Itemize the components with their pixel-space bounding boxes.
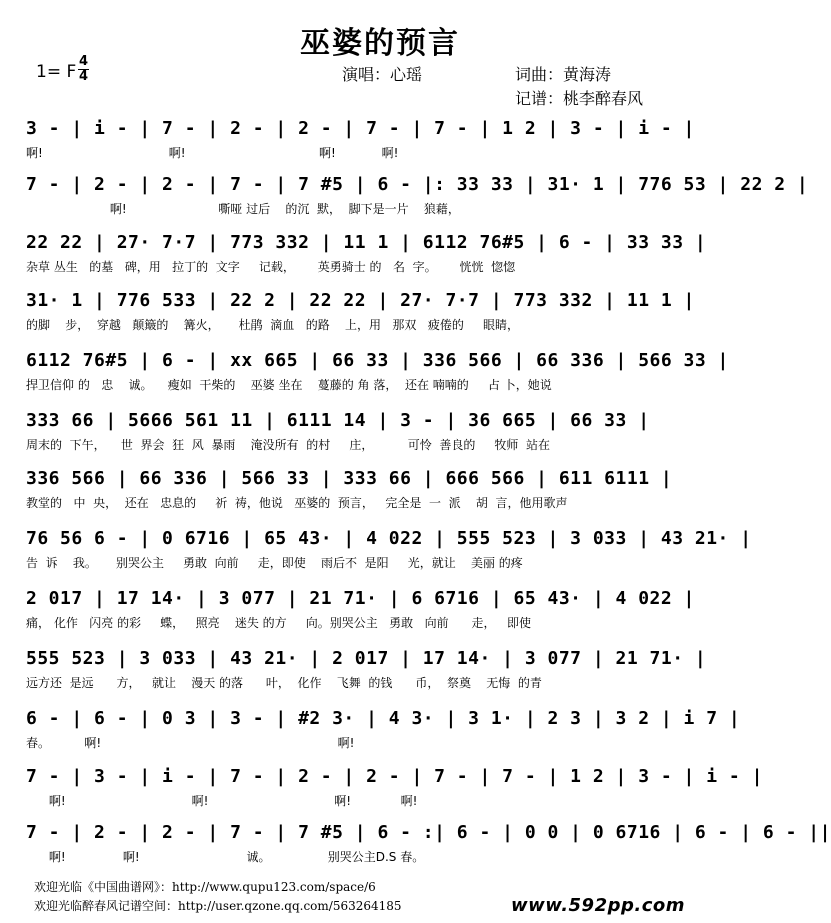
score-row bbox=[26, 118, 695, 166]
lyric-line: 远方还 是远 方， 就让 漫天 的落 叶， 化作 飞舞 的钱 币， 祭奠 无悔 的青 bbox=[26, 676, 542, 690]
notation-line: 555 523 | 3 033 | 43 21· | 2 017 | 17 14· | 3 077 | 21 71· | bbox=[26, 648, 707, 669]
site-watermark: www.592pp.com bbox=[510, 895, 685, 916]
score-row bbox=[26, 350, 729, 398]
footer-link-qzone[interactable]: 欢迎光临醉春风记谱空间：http://user.qzone.qq.com/563264185 bbox=[34, 899, 402, 913]
score-row bbox=[26, 822, 831, 870]
key-signature: 1= F bbox=[36, 62, 77, 82]
score-row bbox=[26, 648, 707, 696]
lyric-line: 啊! 嘶哑 过后 的沉 默， 脚下是一片 狼藉， bbox=[26, 202, 460, 216]
lyric-line: 痛， 化作 闪亮 的彩 蝶， 照亮 迷失 的方 向。别哭公主 勇敢 向前 走， 即使 bbox=[26, 616, 531, 630]
lyric-line: 春。 啊! 啊! bbox=[26, 736, 355, 750]
score-row bbox=[26, 290, 695, 338]
notation-line: 7 - | 3 - | i - | 7 - | 2 - | 2 - | 7 - | 7 - | 1 2 | 3 - | i - | bbox=[26, 766, 763, 787]
notation-line: 22 22 | 27· 7·7 | 773 332 | 11 1 | 6112 76#5 | 6 - | 33 33 | bbox=[26, 232, 707, 253]
lyric-line: 周末的 下午， 世 界会 狂 风 暴雨 淹没所有 的村 庄， 可怜 善良的 牧师 站在 bbox=[26, 438, 551, 452]
notation-line: 76 56 6 - | 0 6716 | 65 43· | 4 022 | 555 523 | 3 033 | 43 21· | bbox=[26, 528, 752, 549]
score-row bbox=[26, 708, 741, 756]
lyric-line: 的脚 步， 穿越 颠簸的 篝火， 杜鹃 滴血 的路 上，用 那双 疲倦的 眼睛， bbox=[26, 318, 519, 332]
notation-line: 3 - | i - | 7 - | 2 - | 2 - | 7 - | 7 - | 1 2 | 3 - | i - | bbox=[26, 118, 695, 139]
lyric-line: 教堂的 中 央， 还在 忠息的 祈 祷，他说 巫婆的 预言， 完全是 一 派 胡 言，他用歌声 bbox=[26, 496, 568, 510]
footer-link-qupu[interactable]: 欢迎光临《中国曲谱网》：http://www.qupu123.com/space/6 bbox=[34, 880, 376, 894]
singer-credit: 演唱：心瑶 bbox=[342, 65, 423, 84]
notation-line: 7 - | 2 - | 2 - | 7 - | 7 #5 | 6 - :| 6 - | 0 0 | 0 6716 | 6 - | 6 - || bbox=[26, 822, 831, 843]
meter-bottom: 4 bbox=[78, 69, 89, 84]
score-row bbox=[26, 588, 695, 636]
score-row bbox=[26, 528, 752, 576]
lyric-line: 杂草 丛生 的墓 碑，用 拉丁的 文字 记载， 英勇骑士 的 名 字。 恍恍 惚惚 bbox=[26, 260, 516, 274]
score-row bbox=[26, 232, 707, 280]
score-row bbox=[26, 410, 666, 458]
notation-line: 7 - | 2 - | 2 - | 7 - | 7 #5 | 6 - |: 33 33 | 31· 1 | 776 53 | 22 2 | bbox=[26, 174, 809, 195]
notation-line: 31· 1 | 776 533 | 22 2 | 22 22 | 27· 7·7 | 773 332 | 11 1 | bbox=[26, 290, 695, 311]
score-row bbox=[26, 174, 809, 222]
notation-line: 2 017 | 17 14· | 3 077 | 21 71· | 6 6716 | 65 43· | 4 022 | bbox=[26, 588, 695, 609]
lyric-line: 啊! 啊! 啊! 啊! bbox=[26, 794, 418, 808]
score-row bbox=[26, 468, 673, 516]
lyric-line: 捍卫信仰 的 忠 诚。 瘦如 干柴的 巫婆 坐在 蔓藤的 角 落， 还在 喃喃的 占 卜，她说 bbox=[26, 378, 552, 392]
lyric-line: 啊! 啊! 诚。 别哭公主D.S 春。 bbox=[26, 850, 425, 864]
song-title: 巫婆的预言 bbox=[300, 26, 460, 61]
score-row bbox=[26, 766, 763, 814]
transcriber-credit: 记谱：桃李醉春风 bbox=[515, 89, 644, 108]
lyric-line: 告 诉 我。 别哭公主 勇敢 向前 走，即使 雨后不 是阳 光，就让 美丽 的疼 bbox=[26, 556, 523, 570]
composer-credit: 词曲：黄海涛 bbox=[515, 65, 612, 84]
meter-top: 4 bbox=[78, 54, 89, 69]
notation-line: 6 - | 6 - | 0 3 | 3 - | #2 3· | 4 3· | 3 1· | 2 3 | 3 2 | i 7 | bbox=[26, 708, 741, 729]
notation-line: 333 66 | 5666 561 11 | 6111 14 | 3 - | 36 665 | 66 33 | bbox=[26, 410, 650, 431]
notation-line: 336 566 | 66 336 | 566 33 | 333 66 | 666 566 | 611 6111 | bbox=[26, 468, 673, 489]
notation-line: 6112 76#5 | 6 - | xx 665 | 66 33 | 336 566 | 66 336 | 566 33 | bbox=[26, 350, 729, 371]
lyric-line: 啊! 啊! 啊! 啊! bbox=[26, 146, 399, 160]
